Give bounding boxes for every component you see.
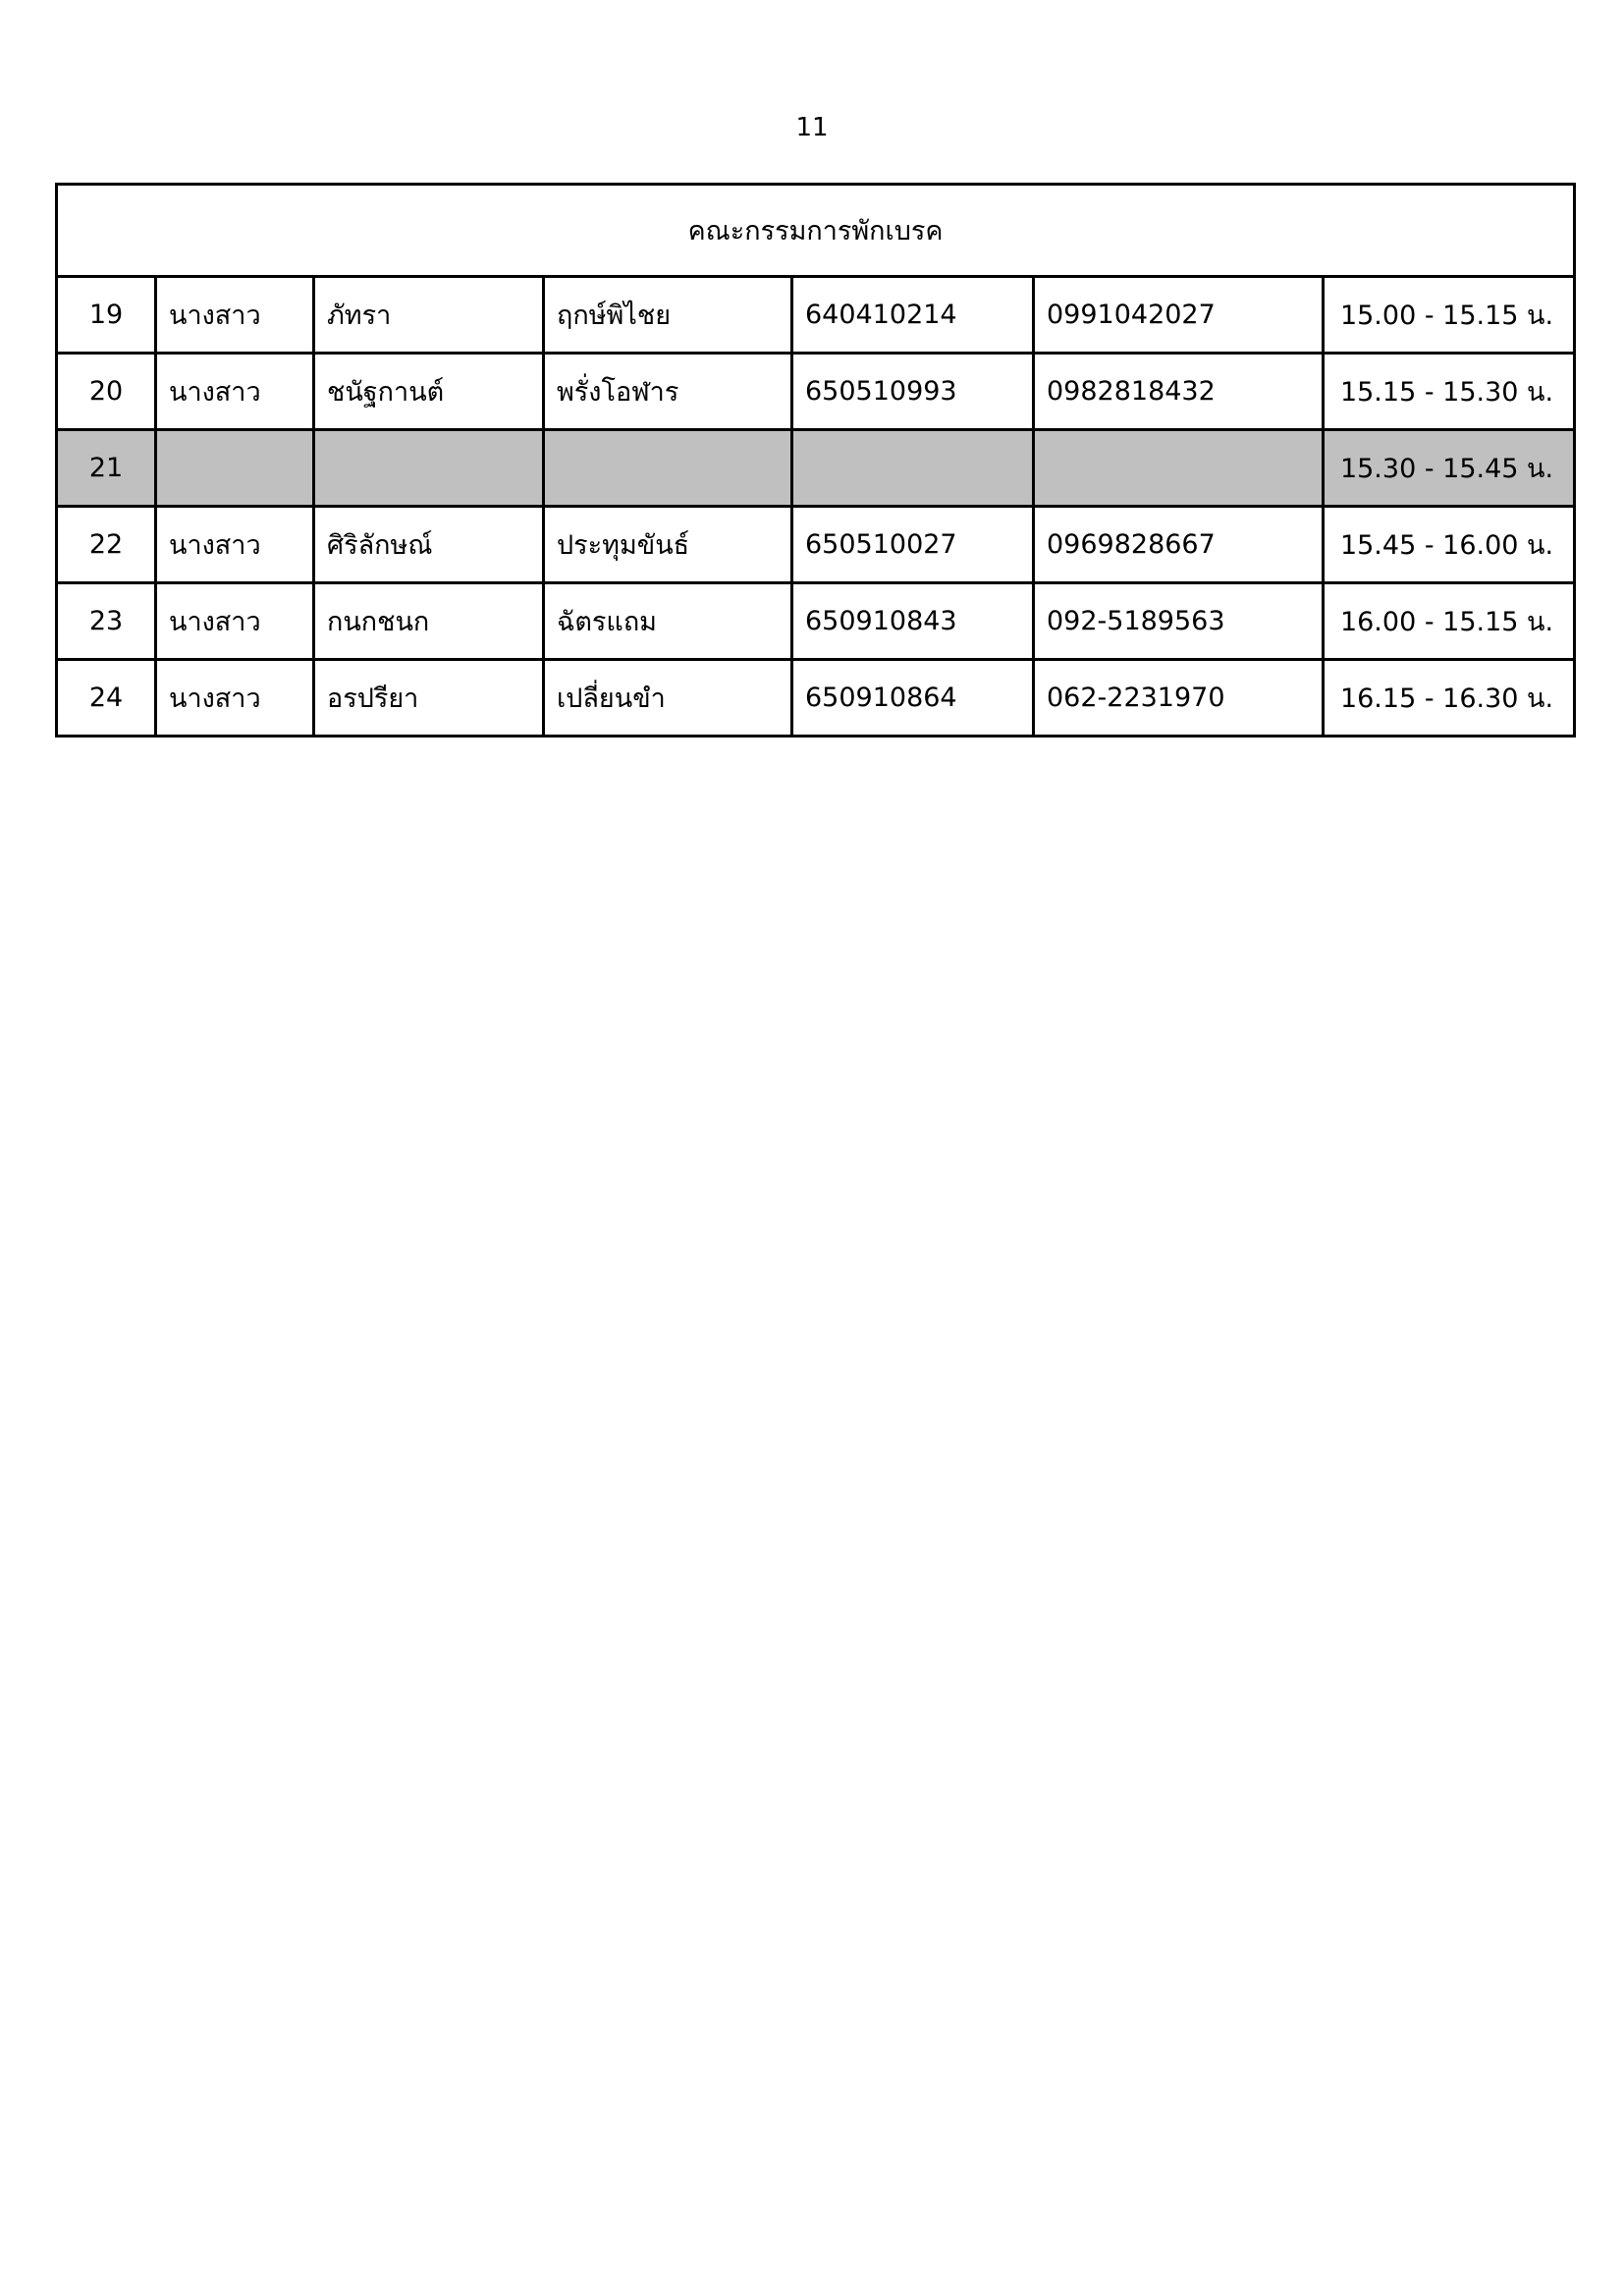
- last-name: ฤกษ์พิไชย: [544, 277, 792, 354]
- time-slot: 15.00 - 15.15 น.: [1324, 277, 1575, 354]
- row-number: 19: [57, 277, 156, 354]
- first-name: อรปรียา: [314, 660, 544, 737]
- table-row: [57, 583, 1575, 660]
- first-name: [314, 430, 544, 507]
- row-number: 24: [57, 660, 156, 737]
- phone-number: 0991042027: [1034, 277, 1324, 354]
- phone-number: 092-5189563: [1034, 583, 1324, 660]
- last-name: [544, 430, 792, 507]
- row-number: 21: [57, 430, 156, 507]
- table-title: คณะกรรมการพักเบรค: [57, 185, 1575, 277]
- student-id: 650510027: [792, 507, 1034, 583]
- committee-table: [55, 183, 1576, 738]
- row-number: 23: [57, 583, 156, 660]
- phone-number: [1034, 430, 1324, 507]
- time-slot: 15.30 - 15.45 น.: [1324, 430, 1575, 507]
- table-row: [57, 660, 1575, 737]
- student-id: [792, 430, 1034, 507]
- student-id: 640410214: [792, 277, 1034, 354]
- student-id: 650910864: [792, 660, 1034, 737]
- student-id: 650910843: [792, 583, 1034, 660]
- name-prefix: นางสาว: [156, 277, 314, 354]
- time-slot: 15.15 - 15.30 น.: [1324, 354, 1575, 430]
- first-name: ภัทรา: [314, 277, 544, 354]
- table-row: [57, 354, 1575, 430]
- last-name: เปลี่ยนขำ: [544, 660, 792, 737]
- name-prefix: นางสาว: [156, 507, 314, 583]
- time-slot: 16.00 - 15.15 น.: [1324, 583, 1575, 660]
- student-id: 650510993: [792, 354, 1034, 430]
- table-title-row: [57, 185, 1575, 277]
- name-prefix: [156, 430, 314, 507]
- first-name: กนกชนก: [314, 583, 544, 660]
- table-row: [57, 277, 1575, 354]
- first-name: ชนัฐกานต์: [314, 354, 544, 430]
- last-name: พรั่งโอฬาร: [544, 354, 792, 430]
- name-prefix: นางสาว: [156, 583, 314, 660]
- table-row-vacant: [57, 430, 1575, 507]
- phone-number: 0982818432: [1034, 354, 1324, 430]
- row-number: 22: [57, 507, 156, 583]
- time-slot: 15.45 - 16.00 น.: [1324, 507, 1575, 583]
- first-name: ศิริลักษณ์: [314, 507, 544, 583]
- last-name: ฉัตรแถม: [544, 583, 792, 660]
- time-slot: 16.15 - 16.30 น.: [1324, 660, 1575, 737]
- phone-number: 0969828667: [1034, 507, 1324, 583]
- row-number: 20: [57, 354, 156, 430]
- name-prefix: นางสาว: [156, 354, 314, 430]
- table-row: [57, 507, 1575, 583]
- name-prefix: นางสาว: [156, 660, 314, 737]
- phone-number: 062-2231970: [1034, 660, 1324, 737]
- last-name: ประทุมขันธ์: [544, 507, 792, 583]
- page-number: 11: [795, 113, 829, 142]
